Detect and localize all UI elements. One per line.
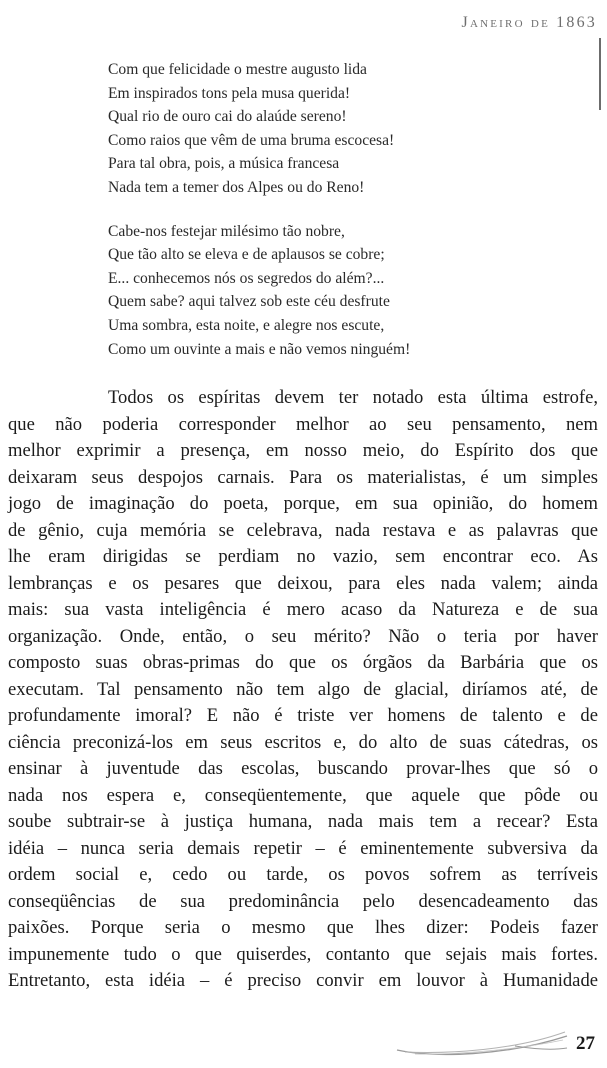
paragraph-line: paixões. Porque seria o mesmo que lhes dizer: Podeis fazer	[8, 917, 598, 938]
paragraph-line: profundamente imoral? E não é triste ver homens de talento e de	[8, 705, 598, 726]
paragraph-line: ensinar à juventude das escolas, buscando provar-lhes que só o	[8, 758, 598, 779]
footer-swash-ornament	[395, 1028, 570, 1058]
paragraph-line: Todos os espíritas devem ter notado esta última estrofe,	[108, 387, 598, 408]
margin-rule	[599, 38, 601, 110]
paragraph-line: que não poderia corresponder melhor ao seu pensamento, nem	[8, 413, 598, 435]
paragraph-line: deixaram seus despojos carnais. Para os materialistas, é um simples	[8, 466, 598, 488]
paragraph-line: Entretanto, esta idéia – é preciso convir em louvor à Humanidade	[8, 970, 598, 991]
poem-line: Quem sabe? aqui talvez sob este céu desfrute	[108, 293, 390, 311]
poem	[108, 58, 578, 381]
poem-line: Que tão alto se eleva e de aplausos se cobre;	[108, 246, 385, 264]
paragraph-line: ordem social e, cedo ou tarde, os povos sofrem as terríveis	[8, 864, 598, 885]
paragraph-line: idéia – nunca seria demais repetir – é eminentemente subversiva da	[8, 837, 598, 859]
paragraph-line: nada nos espera e, conseqüentemente, que aquele que pôde ou	[8, 784, 598, 806]
poem-line: Uma sombra, esta noite, e alegre nos escute,	[108, 316, 385, 334]
poem-line: Como raios que vêm de uma bruma escocesa!	[108, 131, 395, 149]
poem-stanza-1	[108, 58, 578, 200]
poem-line: Nada tem a temer dos Alpes ou do Reno!	[108, 178, 365, 196]
poem-line: Para tal obra, pois, a música francesa	[108, 155, 340, 173]
paragraph-line: conseqüências de sua predominância pelo desencadeamento das	[8, 890, 598, 912]
paragraph-line: melhor exprimir a presença, em nosso meio, do Espírito dos que	[8, 440, 598, 461]
paragraph-line: jogo de imaginação do poeta, porque, em sua opinião, do homem	[8, 493, 598, 514]
paragraph-line: soube subtrair-se à justiça humana, nada mais tem a recear? Esta	[8, 811, 598, 832]
body-paragraph	[8, 385, 598, 995]
paragraph-line: lembranças e os pesares que deixou, para eles nada valem; ainda	[8, 572, 598, 594]
paragraph-line: executam. Tal pensamento não tem algo de glacial, diríamos até, de	[8, 678, 598, 700]
running-head: Janeiro de 1863	[461, 14, 597, 31]
poem-line: E... conhecemos nós os segredos do além?...	[108, 269, 385, 287]
paragraph-line: lhe eram dirigidas se perdiam no vazio, sem encontrar eco. As	[8, 546, 598, 567]
paragraph-line: mais: sua vasta inteligência é mero acaso da Natureza e de sua	[8, 599, 598, 620]
page-number: 27	[576, 1033, 595, 1054]
poem-line: Com que felicidade o mestre augusto lida	[108, 61, 367, 78]
poem-line: Como um ouvinte a mais e não vemos ninguém!	[108, 340, 411, 358]
paragraph-line: ciência preconizá-los em seus escritos e, do alto de suas cátedras, os	[8, 731, 598, 753]
paragraph-line: composto suas obras-primas do que os órgãos da Barbária que os	[8, 652, 598, 673]
paragraph-line: impunemente tudo o que quiserdes, contanto que sejais mais fortes.	[8, 943, 598, 965]
poem-line: Em inspirados tons pela musa querida!	[108, 84, 351, 102]
paragraph-line: organização. Onde, então, o seu mérito? Não o teria por haver	[8, 625, 598, 647]
poem-line: Cabe-nos festejar milésimo tão nobre,	[108, 222, 345, 240]
poem-line: Qual rio de ouro cai do alaúde sereno!	[108, 108, 347, 126]
poem-stanza-2	[108, 220, 578, 362]
paragraph-line: de gênio, cuja memória se celebrava, nada restava e as palavras que	[8, 519, 598, 541]
